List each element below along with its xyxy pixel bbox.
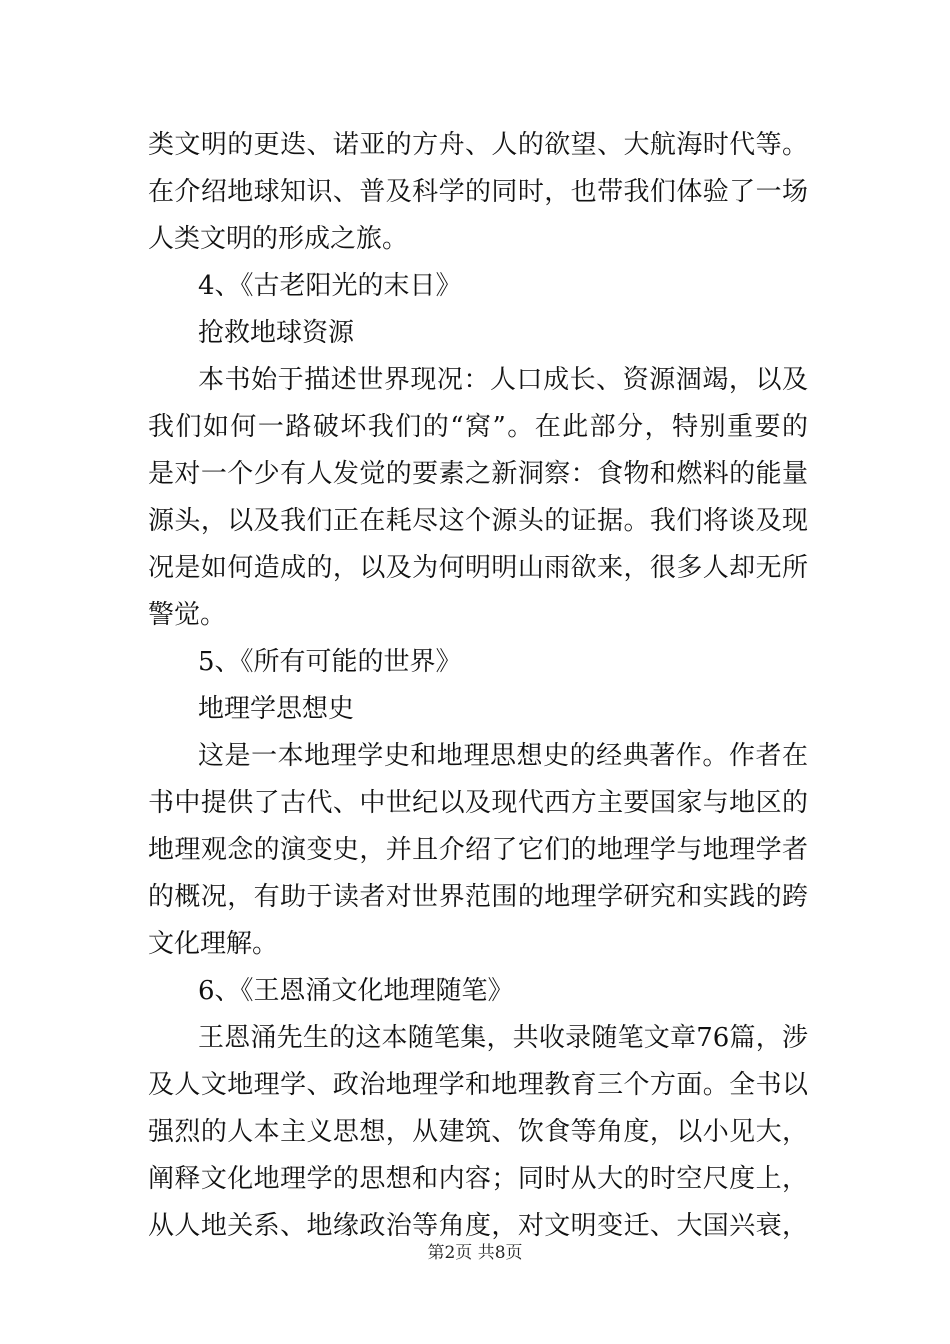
text-line: 类文明的更迭、诺亚的方舟、人的欲望、大航海时代等。 [148,130,808,160]
text-line: 地理观念的演变史，并且介绍了它们的地理学与地理学者 [148,835,808,865]
text-line: 我们如何一路破坏我们的“窝”。在此部分，特别重要的 [148,412,808,442]
text-line: 文化理解。 [148,929,279,959]
document-body [148,122,808,1250]
text-line: 书中提供了古代、中世纪以及现代西方主要国家与地区的 [148,788,808,818]
text-line: 本书始于描述世界现况：人口成长、资源涸竭，以及 [198,365,808,395]
text-line: 警觉。 [148,600,227,630]
text-line: 王恩涌先生的这本随笔集，共收录随笔文章76篇，涉 [198,1023,808,1053]
text-line: 4、《古老阳光的末日》 [198,271,462,301]
text-line: 的概况，有助于读者对世界范围的地理学研究和实践的跨 [148,882,808,912]
text-line: 在介绍地球知识、普及科学的同时，也带我们体验了一场 [148,177,808,207]
text-line: 源头，以及我们正在耗尽这个源头的证据。我们将谈及现 [148,506,808,536]
text-line: 阐释文化地理学的思想和内容；同时从大的时空尺度上， [148,1164,808,1194]
text-line: 强烈的人本主义思想，从建筑、饮食等角度，以小见大， [148,1117,808,1147]
text-line: 抢救地球资源 [198,318,355,348]
text-line: 这是一本地理学史和地理思想史的经典著作。作者在 [198,741,808,771]
text-line: 及人文地理学、政治地理学和地理教育三个方面。全书以 [148,1070,808,1100]
text-line: 人类文明的形成之旅。 [148,224,409,254]
text-line: 况是如何造成的，以及为何明明山雨欲来，很多人却无所 [148,553,808,583]
text-line: 5、《所有可能的世界》 [198,647,462,677]
text-line: 从人地关系、地缘政治等角度，对文明变迁、大国兴衰， [148,1211,808,1241]
text-line: 是对一个少有人发觉的要素之新洞察：食物和燃料的能量 [148,459,808,489]
text-line: 地理学思想史 [198,694,355,724]
text-line: 6、《王恩涌文化地理随笔》 [198,976,514,1006]
page-footer: 第2页 共8页 [427,1243,523,1263]
